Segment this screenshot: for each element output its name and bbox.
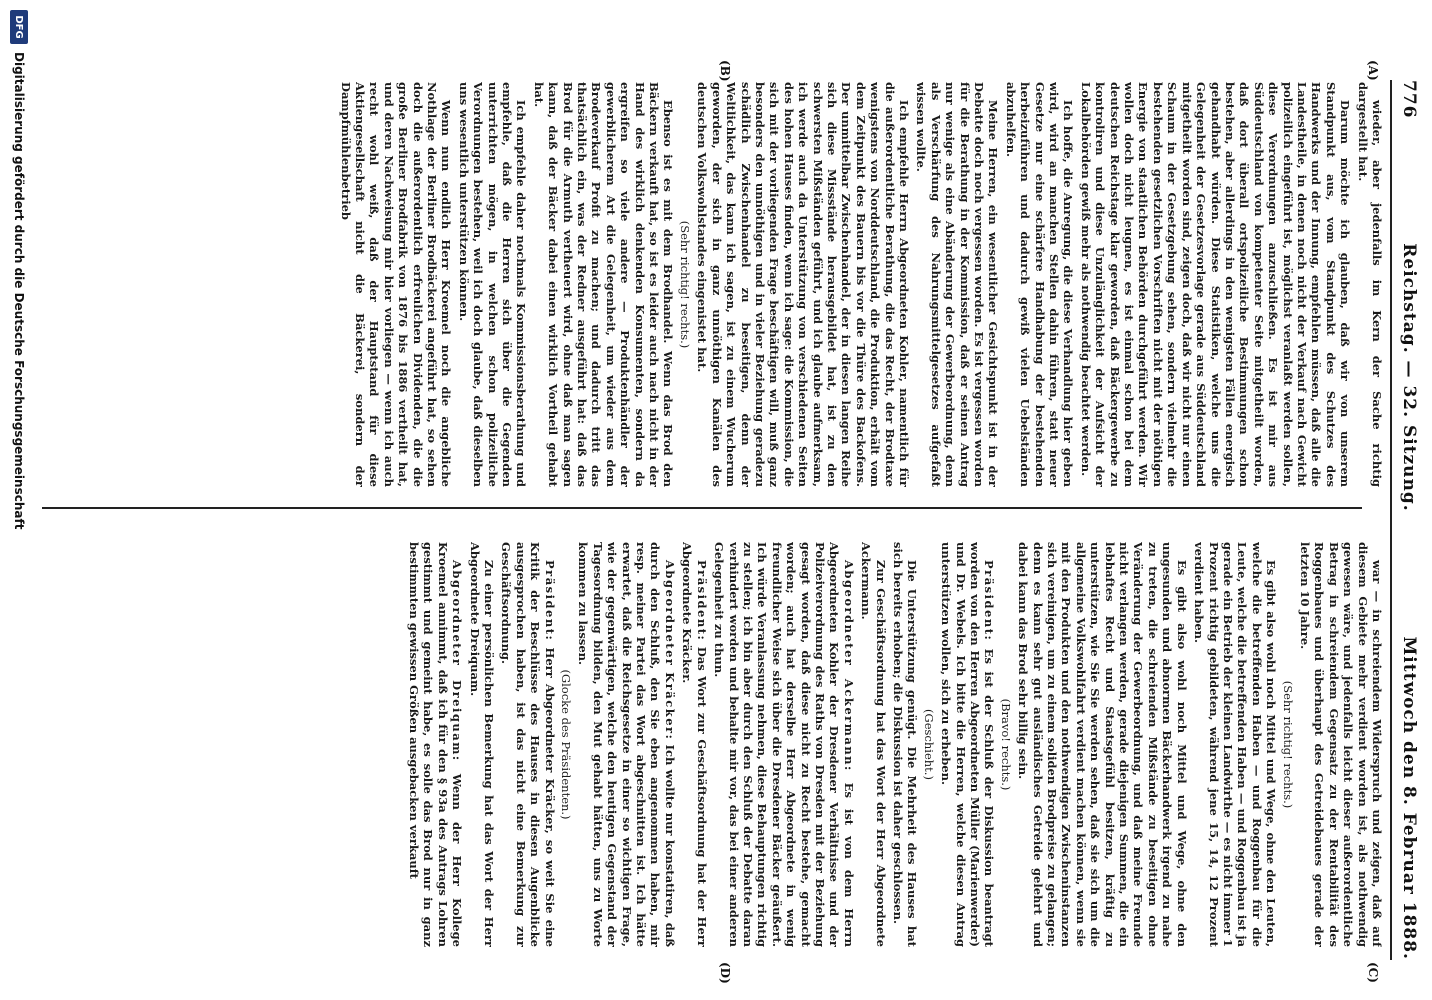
left-text-column (44, 82, 1384, 487)
speaker-name: Präsident: (694, 560, 709, 642)
paragraph-text: Meine Herren, ein wesentlicher Gesichtspunkt ist in der Debatte doch noch vergessen worden. Es ist vergessen worden für die Berathung in der Kommission, daß er seinen Antrag nur wenige als eine Abänderung der Gewerbeordnung, denn als Verschärfung des Nahrungsmittelgesetzes aufgefaßt wissen wollte. (914, 82, 1001, 487)
paragraph-text: (Glocke des Präsidenten.) (559, 669, 574, 820)
right-text-column (44, 542, 1384, 947)
paragraph-text: Es gibt also wohl noch Mittel und Wege, ohne den ungesunden und abnormen Bäckerhandwerk irgend zu nahe zu treten, die schreienden Mißstände zu beseitigen ohne Veränderung der Gewerbeordnung, und daß meine Freunde nicht verlangen werden, gerade diejenigen Summen, die ein lebhaftes Recht und Staatsgefühl besitzen, kräftig zu unterstützen, wie Sie Sie werden sehen, daß sie sich um die allgemeine Volkswohlfahrt verdient machen können, wenn sie mit den Produkten und den nothwendigen Zwischeninstanzen sich vereinigen, um zu einem soliden Brodpreise zu gelangen; denn es kann sehr gut ausländisches Getreide gelehrt und dabei kann das Brod sehr billig sein. (1016, 542, 1189, 947)
paragraph-text: (Sehr richtig! rechts.) (1280, 680, 1295, 809)
paragraph (1003, 82, 1075, 487)
margin-mark-a: (A) (1366, 60, 1380, 81)
paragraph-text: Es gibt also wohl noch Mittel und Wege, ohne den Leuten, welche die betreffenden Haben — und Roggenbau für die Leute, welche die betreffenden Haben — und Roggenbau ist ja gerade ein Betrieb der kleinen Landwirthe — es nicht immer 1 Prozent richtig gebildeten, während jene 15, 14, 12 Prozent verdient haben. (1192, 542, 1279, 947)
page-number: 776 (1399, 80, 1419, 119)
digitization-footer (6, 10, 32, 1000)
stage-direction (559, 542, 573, 947)
paragraph-text: Herr Abgeordneter Kräcker, so weit Sie eine Kritik der Beschlüsse des Hauses in diesen Augenblicke ausgesprochen haben, ist das nicht eine Bemerkung zur Geschäftsordnung. (499, 542, 557, 947)
header-rule (1390, 80, 1392, 960)
paragraph-text: wieder, aber jedenfalls im Kern der Sache richtig dargestellt hat. (1355, 82, 1384, 487)
paragraph-text: (Geschieht.) (921, 709, 936, 780)
margin-mark-c: (C) (1366, 962, 1380, 983)
paragraph-text: Zu einer persönlichen Bemerkung hat das Wort der Herr Abgeordnete Dreiquam. (467, 542, 497, 947)
header-date: Mittwoch den 8. Februar 1888. (1399, 636, 1419, 960)
speaker-name: Abgeordneter Ackermann: (841, 560, 856, 772)
paragraph (456, 82, 528, 487)
paragraph (1078, 82, 1352, 487)
paragraph-text: Das Wort zur Geschäftsordnung hat der Herr Abgeordnete Kräcker. (680, 542, 709, 947)
stage-direction (678, 82, 692, 487)
paragraph (1355, 82, 1384, 487)
paragraph-text: Ebenso ist es mit dem Brodhandel. Wenn das Brod den Bäckern verkauft hat, so ist es leider auch nach nicht in der Hand des wirklich denkenden Konsumenten, sondern da ergreifen so viele andere — Produktenhändler der gewerblicherem Art die Gelegenheit, um wieder aus dem Brodeverkauf Profit zu machen; und dadurch tritt das thatsächlich ein, was der Redner ausgeführt hat: daß das Brod für die Armuth vertheuert wird, ohne daß man sagen kann, daß der Bäcker dabei einen wirklich Vortheil gehabt hat. (531, 82, 676, 487)
paragraph (467, 542, 496, 947)
paragraph (1192, 542, 1278, 947)
paragraph (695, 82, 911, 487)
paragraph (531, 82, 675, 487)
speaker-name: Abgeordneter Dreiquam: (450, 560, 465, 762)
footer-credit-text: Digitalisierung gefördert durch die Deutsche Forschungsgemeinschaft (12, 52, 26, 530)
stage-direction (998, 542, 1012, 947)
paragraph-text: (Bravo! rechts.) (998, 698, 1013, 791)
paragraph-text: war — in schreiendem Widerspruch und zeigen, daß auf diesem Gebiete mehr verdient worden ist, als nothwendig gewesen wäre, und jedenfalls leicht dieser außerordentliche Betrag in schreiendem Gegensatz zu der Rentabilität des Roggenbaues und überhaupt des Getreidebaues gerade der letzten 10 Jahre. (1297, 542, 1384, 947)
paragraph (939, 542, 997, 947)
paragraph-text: (Sehr richtig! rechts.) (677, 220, 692, 349)
dfg-logo: DFG (10, 10, 28, 44)
margin-mark-d: (D) (718, 962, 732, 984)
paragraph-text: Ich hoffe, die Anregung, die diese Verhandlung hier geben wird, wird an manchen Stellen dahin führen, statt neuer Gesetze nur eine schärfere Handhabung der bestehenden herbeizuführen und dadurch gewiß vielen Uebelständen abzuhelfen. (1003, 82, 1076, 487)
paragraph (407, 542, 465, 947)
paragraph-text: Die Unterstützung genügt. Die Mehrheit des Hauses hat sich bereits erhoben; die Diskussion ist daher geschlossen. (891, 542, 920, 947)
column-divider (42, 507, 1362, 509)
paragraph (1298, 542, 1384, 947)
paragraph (576, 542, 677, 947)
paragraph (338, 82, 453, 487)
paragraph (891, 542, 920, 947)
paragraph-text: Darum möchte ich glauben, daß wir von unserem Standpunkt aus, vom Standpunkt des Schutzes des Handwerks und der Innung, empfehlen müssen, daß alle die Landestheile, in denen noch nicht der Verkauf nach Gewicht polizeilich eingeführt ist, möglichst veranlaßt werden sollen, diese Verordnungen anzuschließen. Es ist mir aus Süddeutschland von kompetenter Seite mitgetheilt worden, daß dort überall ortspolizeiliche Bestimmungen schon bestehen, aber allerdings in den wenigsten Fällen energisch gehandhabt würden. Diese Statistiken, welche uns die Gelegenheit der Gesetzesvorlage gerade aus Süddeutschland mitgetheilt worden sind, zeigen doch, daß wir nicht nur einen Schaum in der Gesetzgebung sehen, sondern vielmehr die bestehenden gesetzlichen Vorschriften nicht mit der nöthigen Energie von staatlichen Behörden durchgeführt werden. Wir wollen doch nicht leugnen, es ist einmal schon bei dem deutschen Reichstage klar geworden, daß Bäckergewerbe zu kontroliren und diese Unzulänglichkeit der Aufsicht der Lokalbehörden gewiß mehr als nothwendig beachtet werden. (1078, 82, 1353, 487)
margin-mark-b: (B) (718, 60, 732, 82)
paragraph-text: Wenn der Herr Kollege Kroemel annimmt, daß ich für den § 93a des Antrags Lohren gestimmt und gemeint habe, es solle das Brod nur in ganz bestimmten gewissen Größen ausgebacken verkauft (407, 542, 465, 947)
speaker-name: Abgeordneter Kräcker: (662, 560, 677, 741)
paragraph (1016, 542, 1189, 947)
paragraph-text: Zur Geschäftsordnung hat das Wort der Herr Abgeordnete Ackermann. (859, 542, 888, 947)
paragraph-text: Wenn nun endlich Herr Kroemel noch die angebliche Nothlage der Berliner Brodbäckerei angeführt hat, so sehen doch die außerordentlich erfreulichen Dividenden, die die große Berliner Brodfabrik von 1876 bis 1886 vertheilt hat, und deren Nachweisung mir hier vorliegen — wenn ich auch recht wohl weiß, daß der Hauptstand für diese Aktiengesellschaft nicht die Bäckerei, sondern der Dampfmühlenbetrieb (338, 82, 454, 487)
paragraph-text: Ich wollte nur konstatiren, daß durch den Schluß, den Sie eben angenommen haben, mir resp. meiner Partei das Wort abgeschnitten ist. Ich hätte erwartet, daß die Reichsgesetze in einer so wichtigen Frage, wie der gegenwärtigen, welche den heutigen Gegenstand der Tagesordnung bilden, den Mut gehabt hätten, uns zu Worte kommen zu lassen. (576, 542, 677, 947)
page-header (1394, 80, 1424, 960)
paragraph-text: Ich empfehle Herrn Abgeordneten Kohler, namentlich für die außerordentliche Berathung, die das Recht, der Brodtaxe wenigstens von Norddeutschland, die Produktion, erhält vom dem Zeitpunkt des Bauern bis vor die Thüre des Backofens. Der unmittelbar Zwischenhandel, der in diesen langen Reihe sich diese Missstände herausgebildet hat, ist zu den schwersten Mißständen geführt, und ich glaube aufmerksam, ich werde auch da Unterstützung von verschiedenen Seiten des hohen Hauses finden, wenn ich sage: die Kommission, die sich mit der vorliegenden Frage beschäftigen will, muß ganz besonders den unnöthigen und in vieler Beziehung geradezu schädlich Zwischenhandel zu beseitigen, denn der Weltlichkeit, das kann ich sagen, ist zu einem Wucherum geworden, der sich in ganz unnöthigen Kanälen des deutschen Volkswohlstandes eingenistet hat. (695, 82, 911, 487)
paragraph (859, 542, 888, 947)
paragraph (712, 542, 856, 947)
speaker-name: Präsident: (982, 560, 997, 642)
stage-direction (921, 542, 935, 947)
paragraph (499, 542, 557, 947)
stage-direction (1280, 542, 1294, 947)
header-title: Reichstag. — 32. Sitzung. (1399, 243, 1419, 512)
paragraph (680, 542, 709, 947)
paragraph-text: Ich empfehle daher nochmals Kommissionsberathung und empfehle, daß die Herren sich über die Gegenden unterrichten mögen, in welchen schon polizeiliche Verordnungen bestehen, weil ich doch glaube, daß dieselben uns wesentlich unterstützen können. (456, 82, 529, 487)
speaker-name: Präsident: (542, 560, 557, 642)
paragraph-text: Es ist der Schluß der Diskussion beantragt worden von den Herren Abgeordneten Müller (Marienwerder) und Dr. Webels. Ich bitte die Herren, welche diesen Antrag unterstützen wollen, sich zu erheben. (939, 542, 997, 947)
paragraph (914, 82, 1000, 487)
paragraph-text: Es ist von dem Herrn Abgeordneten Kohler der Dresdener Verhältnisse und der Polizeiverordnung des Raths von Dresden mit der Beziehung gesagt worden, daß diese nicht zu Recht bestehe, gemacht worden; auch hat derselbe Herr Abgeordnete in wenig freundlicher Weise sich über die Dresdener Bäcker geäußert. Ich würde Veranlassung nehmen, diese Behauptungen richtig zu stellen; ich bin aber durch den Schluß der Debatte daran verhindert worden und behalte mir vor, das bei einer anderen Gelegenheit zu thun. (712, 542, 856, 947)
